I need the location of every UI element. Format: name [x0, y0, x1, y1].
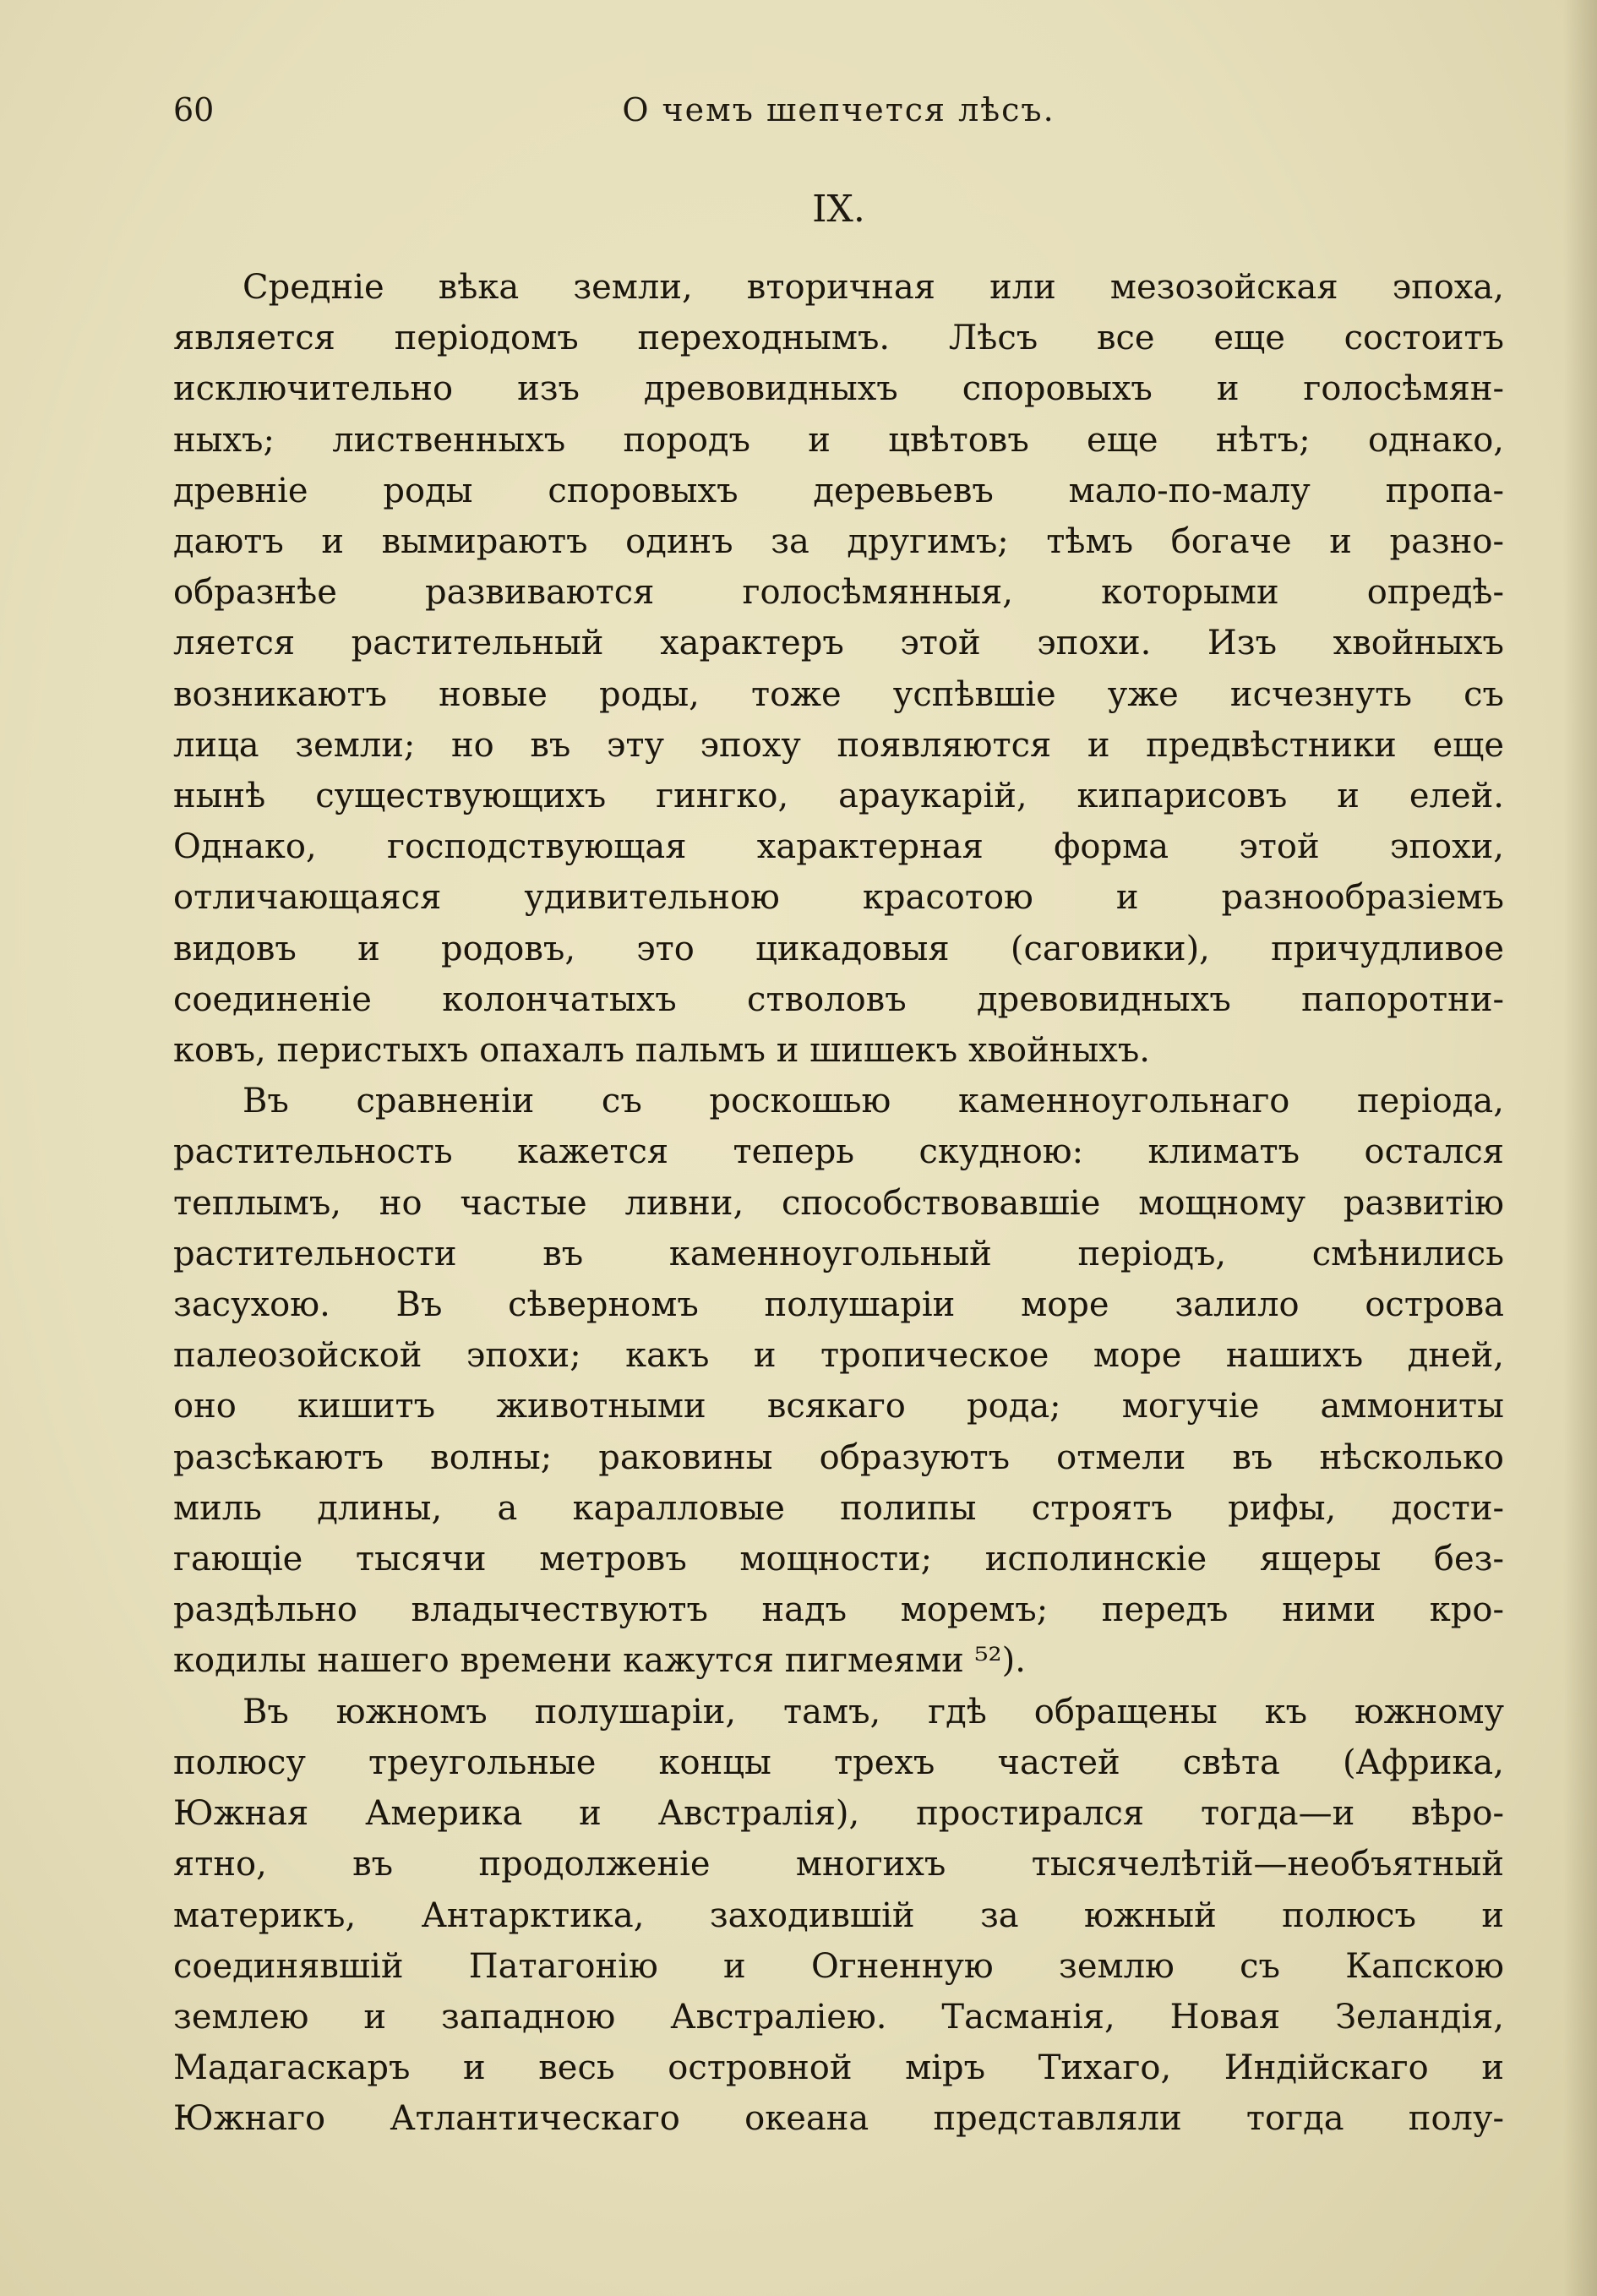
text-line: Мадагаскаръ и весь островной міръ Тихаго, Индійскаго и — [173, 2048, 1504, 2088]
text-line: ковъ, перистыхъ опахалъ пальмъ и шишекъ хвойныхъ. — [173, 1031, 1150, 1071]
text-line: Южнаго Атлантическаго океана представляли тогда полу- — [173, 2099, 1504, 2139]
text-line: кодилы нашего времени кажутся пигмеями ⁵²). — [173, 1641, 1026, 1681]
text-line: оно кишитъ животными всякаго рода; могучіе аммониты — [173, 1387, 1504, 1426]
text-line: палеозойской эпохи; какъ и тропическое море нашихъ дней, — [173, 1336, 1504, 1376]
text-line: Средніе вѣка земли, вторичная или мезозойская эпоха, — [243, 268, 1504, 307]
text-line: древніе роды споровыхъ деревьевъ мало-по-малу пропа- — [173, 471, 1504, 510]
running-title: О чемъ шепчется лѣсъ. — [622, 91, 1055, 128]
text-line: засухою. Въ сѣверномъ полушаріи море залило острова — [173, 1285, 1504, 1325]
text-line: Однако, господствующая характерная форма этой эпохи, — [173, 827, 1504, 867]
text-line: возникаютъ новые роды, тоже успѣвшіе уже исчезнуть съ — [173, 674, 1504, 714]
text-line: нынѣ существующихъ гингко, араукарій, кипарисовъ и елей. — [173, 777, 1504, 816]
text-line: ныхъ; лиственныхъ породъ и цвѣтовъ еще нѣтъ; однако, — [173, 420, 1504, 460]
text-line: исключительно изъ древовидныхъ споровыхъ и голосѣмян- — [173, 369, 1504, 409]
paragraph — [173, 1687, 1504, 2145]
text-line: материкъ, Антарктика, заходившій за южный полюсъ и — [173, 1895, 1504, 1935]
text-line: теплымъ, но частые ливни, способствовавшіе мощному развитію — [173, 1183, 1504, 1223]
text-line: соединявшій Патагонію и Огненную землю съ Капскою — [173, 1946, 1504, 1986]
text-line: Въ южномъ полушаріи, тамъ, гдѣ обращены къ южному — [243, 1692, 1504, 1732]
body-text — [173, 262, 1504, 2145]
text-line: соединеніе колончатыхъ стволовъ древовидныхъ папоротни- — [173, 979, 1504, 1019]
page-header — [173, 91, 1504, 142]
text-line: отличающаяся удивительною красотою и разнообразіемъ — [173, 878, 1504, 918]
text-line: полюсу треугольные концы трехъ частей свѣта (Африка, — [173, 1742, 1504, 1782]
text-line: даютъ и вымираютъ одинъ за другимъ; тѣмъ богаче и разно- — [173, 522, 1504, 562]
text-line: ятно, въ продолженіе многихъ тысячелѣтій—необъятный — [173, 1845, 1504, 1884]
text-line: землею и западною Австраліею. Тасманія, Новая Зеландія, — [173, 1997, 1504, 2037]
text-line: является періодомъ переходнымъ. Лѣсъ все еще состоитъ — [173, 319, 1504, 358]
paragraph — [173, 262, 1504, 1076]
text-line: миль длины, а каралловые полипы строятъ рифы, дости- — [173, 1488, 1504, 1528]
text-line: лица земли; но въ эту эпоху появляются и предвѣстники еще — [173, 725, 1504, 765]
chapter-heading: IX. — [812, 188, 865, 231]
page-number: 60 — [173, 91, 215, 128]
text-line: раздѣльно владычествуютъ надъ моремъ; передъ ними кро- — [173, 1590, 1504, 1630]
text-line: Въ сравненіи съ роскошью каменноугольнаго періода, — [243, 1082, 1504, 1121]
text-line: гающіе тысячи метровъ мощности; исполинскіе ящеры без- — [173, 1540, 1504, 1579]
text-line: разсѣкаютъ волны; раковины образуютъ отмели въ нѣсколько — [173, 1437, 1504, 1477]
text-line: растительность кажется теперь скудною: климатъ остался — [173, 1132, 1504, 1172]
text-line: видовъ и родовъ, это цикадовыя (саговики), причудливое — [173, 929, 1504, 968]
text-line: ляется растительный характеръ этой эпохи. Изъ хвойныхъ — [173, 624, 1504, 663]
paragraph — [173, 1076, 1504, 1686]
text-line: растительности въ каменноугольный періодъ, смѣнились — [173, 1234, 1504, 1273]
text-line: образнѣе развиваются голосѣмянныя, которыми опредѣ- — [173, 573, 1504, 613]
text-line: Южная Америка и Австралія), простирался тогда—и вѣро- — [173, 1794, 1504, 1834]
